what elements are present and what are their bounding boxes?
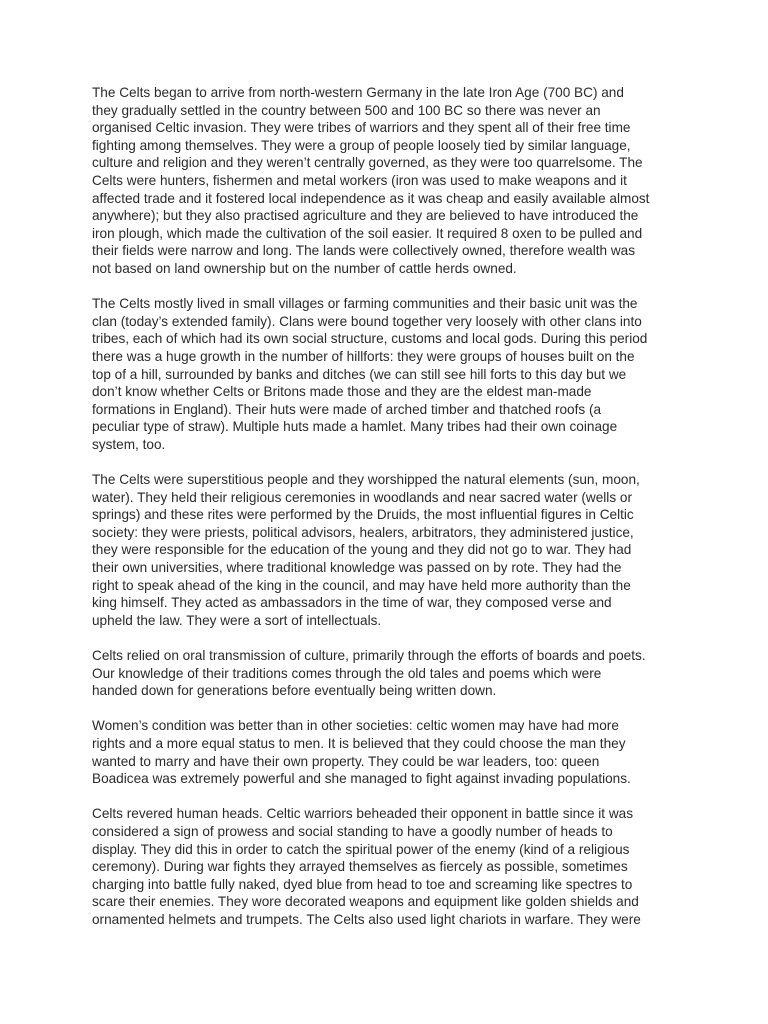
text-line: they were responsible for the education of the young and they did not go to war. They had [92,542,632,558]
text-line: Celts revered human heads. Celtic warriors beheaded their opponent in battle since it was [92,806,634,822]
document-body [92,84,666,946]
text-line: considered a sign of prowess and social standing to have a goodly number of heads to [92,823,613,839]
text-line: anywhere); but they also practised agriculture and they are believed to have introduced the [92,208,639,224]
text-line: charging into battle fully naked, dyed blue from head to toe and screaming like spectres to [92,876,633,892]
text-line: The Celts were superstitious people and they worshipped the natural elements (sun, moon, [92,472,640,488]
text-line: springs) and these rites were performed by the Druids, the most influential figures in Celtic [92,507,634,523]
text-line: peculiar type of straw). Multiple huts made a hamlet. Many tribes had their own coinage [92,419,618,435]
text-line: ceremony). During war fights they arrayed themselves as fiercely as possible, sometimes [92,859,628,875]
text-line: The Celts mostly lived in small villages or farming communities and their basic unit was the [92,296,638,312]
text-line: iron plough, which made the cultivation of the soil easier. It required 8 oxen to be pulled and [92,225,643,241]
text-line: display. They did this in order to catch the spiritual power of the enemy (kind of a religious [92,841,630,857]
text-line: Celts were hunters, fishermen and metal workers (iron was used to make weapons and it [92,172,627,188]
text-line: organised Celtic invasion. They were tribes of warriors and they spent all of their free time [92,120,631,136]
text-line: ornamented helmets and trumpets. The Celts also used light chariots in warfare. They were [92,911,641,927]
text-line: Our knowledge of their traditions comes through the old tales and poems which were [92,665,602,681]
text-line: system, too. [92,436,166,452]
text-line: Women’s condition was better than in other societies: celtic women may have had more [92,718,619,734]
text-line: rights and a more equal status to men. It is believed that they could choose the man they [92,735,626,751]
paragraph [92,717,666,787]
text-line: affected trade and it fostered local independence as it was cheap and easily available almost [92,190,650,206]
text-line: formations in England). Their huts were made of arched timber and thatched roofs (a [92,401,602,417]
text-line: top of a hill, surrounded by banks and ditches (we can still see hill forts to this day but we [92,366,627,382]
text-line: The Celts began to arrive from north-western Germany in the late Iron Age (700 BC) and [92,85,624,100]
text-line: don’t know whether Celts or Britons made those and they are the eldest man-made [92,384,592,400]
text-line: handed down for generations before eventually being written down. [92,683,497,699]
text-line: tribes, each of which had its own social structure, customs and local gods. During this period [92,331,648,347]
text-line: not based on land ownership but on the number of cattle herds owned. [92,260,517,276]
text-line: their own universities, where traditional knowledge was passed on by rote. They had the [92,560,622,576]
text-line: their fields were narrow and long. The lands were collectively owned, therefore wealth was [92,243,636,259]
text-line: scare their enemies. They wore decorated weapons and equipment like golden shields and [92,894,639,910]
text-line: king himself. They acted as ambassadors in the time of war, they composed verse and [92,595,612,611]
text-line: upheld the law. They were a sort of intellectuals. [92,612,382,628]
paragraph [92,84,666,278]
text-line: Boadicea was extremely powerful and she managed to fight against invading populations. [92,771,631,787]
text-line: clan (today’s extended family). Clans were bound together very loosely with other clans into [92,313,642,329]
text-line: fighting among themselves. They were a group of people loosely tied by similar language, [92,137,631,153]
paragraph [92,471,666,629]
paragraph [92,805,666,928]
paragraph [92,295,666,453]
text-line: wanted to marry and have their own property. They could be war leaders, too: queen [92,753,600,769]
text-line: culture and religion and they weren’t centrally governed, as they were too quarrelsome. The [92,155,643,171]
text-line: Celts relied on oral transmission of culture, primarily through the efforts of boards and poets. [92,648,646,663]
text-line: right to speak ahead of the king in the council, and may have held more authority than the [92,577,631,593]
text-line: they gradually settled in the country between 500 and 100 BC so there was never an [92,102,601,118]
text-line: there was a huge growth in the number of hillforts: they were groups of houses built on the [92,348,635,364]
text-line: water). They held their religious ceremonies in woodlands and near sacred water (wells or [92,489,632,505]
text-line: society: they were priests, political advisors, healers, arbitrators, they administered justice, [92,524,634,540]
paragraph [92,647,666,700]
